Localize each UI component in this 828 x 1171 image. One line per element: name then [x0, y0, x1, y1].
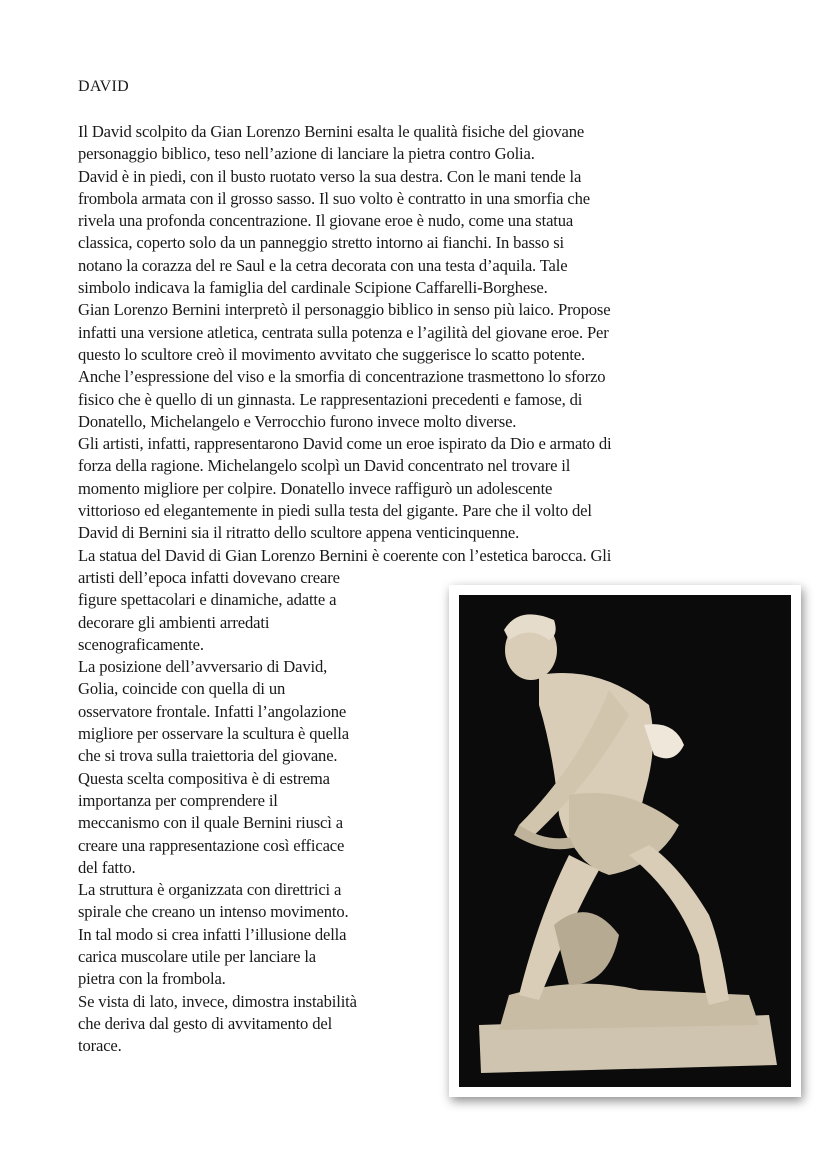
statue-image — [459, 595, 791, 1087]
text-line: fisico che è quello di un ginnasta. Le rappresentazioni precedenti e famose, di — [78, 389, 583, 409]
text-line: notano la corazza del re Saul e la cetra decorata con una testa d’aquila. Tale — [78, 255, 568, 275]
text-line: La statua del David di Gian Lorenzo Bernini è coerente con l’estetica barocca. Gli — [78, 545, 612, 565]
text-line: pietra con la frombola. — [78, 969, 226, 989]
text-line: Gli artisti, infatti, rappresentarono David come un eroe ispirato da Dio e armato di — [78, 434, 612, 454]
text-line: figure spettacolari e dinamiche, adatte a — [78, 590, 337, 610]
text-line: creare una rappresentazione così efficace — [78, 835, 345, 855]
david-sculpture-photo — [449, 585, 801, 1097]
text-line: David è in piedi, con il busto ruotato verso la sua destra. Con le mani tende la — [78, 166, 582, 186]
text-line: meccanismo con il quale Bernini riuscì a — [78, 813, 343, 833]
text-line: Golia, coincide con quella di un — [78, 679, 286, 699]
text-line: In tal modo si crea infatti l’illusione della — [78, 924, 347, 944]
text-line: artisti dell’epoca infatti dovevano creare — [78, 568, 340, 587]
text-line: decorare gli ambienti arredati — [78, 612, 270, 632]
text-line: Se vista di lato, invece, dimostra instabilità — [78, 991, 357, 1011]
text-line: simbolo indicava la famiglia del cardinale Scipione Caffarelli-Borghese. — [78, 278, 548, 298]
text-line: La posizione dell’avversario di David, — [78, 657, 328, 677]
text-line: Anche l’espressione del viso e la smorfia di concentrazione trasmettono lo sforzo — [78, 367, 606, 387]
document-title: DAVID — [78, 78, 129, 95]
text-line: infatti una versione atletica, centrata sulla potenza e l’agilità del giovane eroe. Per — [78, 322, 609, 342]
body-text — [78, 121, 611, 567]
text-line: osservatore frontale. Infatti l’angolazione — [78, 701, 347, 721]
text-line: del fatto. — [78, 857, 136, 877]
text-line: frombola armata con il grosso sasso. Il suo volto è contratto in una smorfia che — [78, 188, 590, 208]
body-text-column — [78, 567, 357, 1058]
text-line: importanza per comprendere il — [78, 790, 278, 810]
text-line: forza della ragione. Michelangelo scolpì un David concentrato nel trovare il — [78, 456, 571, 476]
text-line: vittorioso ed elegantemente in piedi sulla testa del gigante. Pare che il volto del — [78, 501, 592, 521]
text-line: che deriva dal gesto di avvitamento del — [78, 1013, 333, 1033]
text-line: che si trova sulla traiettoria del giovane. — [78, 746, 338, 766]
text-line: spirale che creano un intenso movimento. — [78, 902, 349, 922]
text-line: Questa scelta compositiva è di estrema — [78, 768, 330, 788]
text-line: Gian Lorenzo Bernini interpretò il personaggio biblico in senso più laico. Propose — [78, 300, 611, 320]
text-line: rivela una profonda concentrazione. Il giovane eroe è nudo, come una statua — [78, 211, 574, 231]
text-line: classica, coperto solo da un panneggio stretto intorno ai fianchi. In basso si — [78, 233, 564, 253]
text-line: La struttura è organizzata con direttrici a — [78, 880, 342, 900]
text-line: scenograficamente. — [78, 634, 204, 654]
text-line: personaggio biblico, teso nell’azione di lanciare la pietra contro Golia. — [78, 144, 535, 164]
text-line: carica muscolare utile per lanciare la — [78, 947, 316, 967]
text-line: Donatello, Michelangelo e Verrocchio furono invece molto diverse. — [78, 411, 517, 431]
text-line: Il David scolpito da Gian Lorenzo Bernini esalta le qualità fisiche del giovane — [78, 122, 585, 141]
text-line: momento migliore per colpire. Donatello invece raffigurò un adolescente — [78, 478, 553, 498]
text-line: torace. — [78, 1036, 122, 1056]
text-line: migliore per osservare la scultura è quella — [78, 724, 349, 744]
text-line: David di Bernini sia il ritratto dello scultore appena venticinquenne. — [78, 523, 520, 543]
text-line: questo lo scultore creò il movimento avvitato che suggerisce lo scatto potente. — [78, 344, 586, 364]
